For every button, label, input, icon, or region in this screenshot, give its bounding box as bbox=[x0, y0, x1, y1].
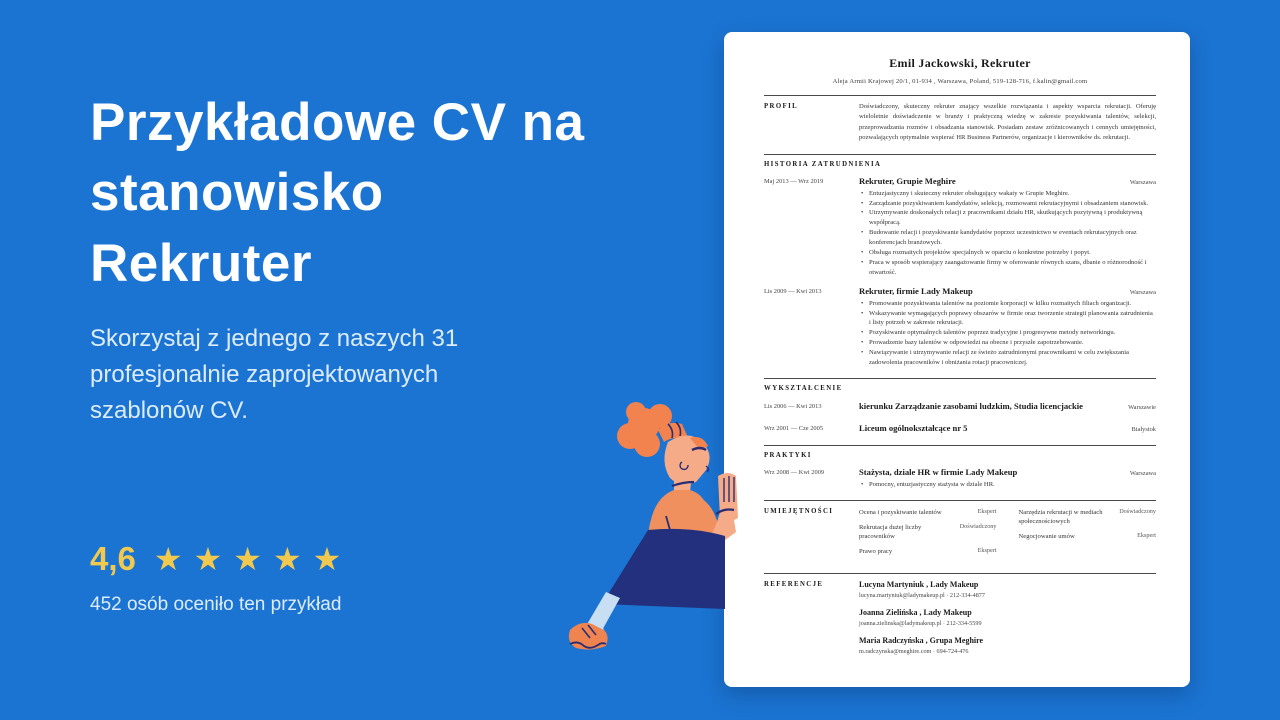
entry-title: Liceum ogólnokształcące nr 5 bbox=[859, 422, 968, 433]
entry-location: Warszawa bbox=[1129, 178, 1156, 186]
bullet-item: • Budowanie relacji i pozyskiwanie kandydatów poprzez uczestnictwo w eventach rekrutacyjnych oraz konferencjach branżowych. bbox=[859, 228, 1156, 248]
employment-entry bbox=[764, 286, 1156, 368]
skirt bbox=[602, 529, 725, 609]
bullet-item: • Pozyskiwanie optymalnych talentów poprzez tradycyjne i progresywne metody networkingu. bbox=[859, 328, 1156, 338]
entry-dates: Maj 2013 — Wrz 2019 bbox=[764, 177, 824, 185]
entry-location: Warszawa bbox=[1129, 288, 1156, 296]
reference-entry bbox=[859, 636, 1156, 655]
page-title-line: Przykładowe CV na bbox=[90, 93, 585, 152]
bullet-item: • Promowanie pozyskiwania talentów na poziomie korporacji w kilku rozmaitych filiach organizacji. bbox=[859, 299, 1156, 309]
reference-name: Joanna Zielińska , Lady Makeup bbox=[859, 607, 972, 617]
cv-contact-line: Aleja Armii Krajowej 20/1, 01-934 , Warszawa, Poland, 519-128-716, f.kalin@gmail.com bbox=[832, 78, 1088, 85]
entry-dates: Wrz 2001 — Cze 2005 bbox=[764, 424, 824, 432]
hero-section bbox=[90, 88, 690, 429]
education-entry bbox=[764, 401, 1156, 411]
cv-section-internship bbox=[764, 445, 1156, 490]
skill-item bbox=[859, 508, 997, 517]
skill-level: Ekspert bbox=[1137, 532, 1156, 540]
entry-location: Warszawie bbox=[1128, 403, 1156, 411]
cv-section-employment bbox=[764, 154, 1156, 368]
section-label: WYKSZTAŁCENIE bbox=[764, 384, 843, 392]
bullet-item: • Obsługa rozmaitych projektów specjalnych w oparciu o konkretne potrzeby i popyt. bbox=[859, 248, 1156, 258]
rating-section bbox=[90, 540, 352, 616]
entry-title: Rekruter, Grupie Meghire bbox=[859, 175, 956, 186]
skill-item bbox=[1019, 508, 1157, 526]
entry-title: kierunku Zarządzanie zasobami ludzkim, Studia licencjackie bbox=[859, 400, 1083, 411]
bullet-item: • Wskazywanie wymagających poprawy obszarów w firmie oraz tworzenie strategii planowania zatrudnienia i listy potrzeb w zakresie rekrutacji. bbox=[859, 309, 1156, 329]
page-title bbox=[90, 88, 690, 299]
reference-entry bbox=[859, 580, 1156, 599]
sneaker bbox=[569, 623, 608, 650]
skill-name: Narzędzia rekrutacji w mediach społecznościowych bbox=[1018, 508, 1103, 525]
star-icons: ★★★★★ bbox=[153, 541, 353, 577]
leg bbox=[586, 592, 620, 634]
reference-name: Lucyna Martyniuk , Lady Makeup bbox=[859, 579, 979, 589]
skill-name: Prawo pracy bbox=[859, 548, 893, 556]
bullet-item: • Prowadzenie bazy talentów w odpowiedzi na obecne i przyszłe zapotrzebowanie. bbox=[859, 338, 1156, 348]
entry-dates: Wrz 2008 — Kwi 2009 bbox=[764, 468, 825, 476]
cv-section-references bbox=[764, 573, 1156, 664]
section-label: PROFIL bbox=[764, 103, 799, 110]
section-label: PRAKTYKI bbox=[764, 451, 812, 459]
bullet-item: • Utrzymywanie doskonałych relacji z pracownikami działu HR, skutkujących pozytywną i produktywną współpracą. bbox=[859, 208, 1156, 228]
cv-section-skills bbox=[764, 500, 1156, 563]
section-label: HISTORIA ZATRUDNIENIA bbox=[764, 160, 882, 168]
entry-dates: Lis 2006 — Kwi 2013 bbox=[764, 402, 822, 410]
reference-entry bbox=[859, 608, 1156, 627]
skills-column bbox=[859, 508, 997, 563]
reference-name: Maria Radczyńska , Grupa Meghire bbox=[859, 635, 984, 645]
reference-contact: lucyna.martyniuk@ladymakeup.pl · 212-334-4877 bbox=[859, 591, 985, 599]
reference-contact: m.radczynska@meghire.com · 694-724-476 bbox=[859, 647, 969, 655]
section-label: REFERENCJE bbox=[764, 580, 824, 588]
cv-section-education bbox=[764, 378, 1156, 433]
skill-level: Ekspert bbox=[977, 507, 997, 515]
entry-title: Stażysta, dziale HR w firmie Lady Makeup bbox=[859, 466, 1018, 477]
profil-text: Doświadczony, skuteczny rekruter znający wszelkie rozwiązania i aspekty wsparcia rekrutacji. Oferuję wieloletnie doświadczenie w branży i praktyczną wiedzę w zakresie pozyskiwania talentów, selekcji, przeprowadzania rozmów i obsadzania stanowisk. Posiadam zestaw zróżnicowanych i cennych umiejętności, pozwalających optymalnie wspierać HR Business Partnerów, organizacje i kierowników ds. rekrutacji. bbox=[859, 103, 1156, 142]
skill-item bbox=[1019, 532, 1157, 541]
entry-dates: Lis 2009 — Kwi 2013 bbox=[764, 287, 822, 295]
skill-level: Doświadczony bbox=[959, 522, 997, 530]
page-title-line: stanowisko bbox=[90, 163, 384, 223]
section-label: UMIEJĘTNOŚCI bbox=[764, 507, 834, 515]
cv-section-profil bbox=[764, 95, 1156, 144]
skill-name: Ocena i pozyskiwanie talentów bbox=[859, 508, 942, 516]
skill-level: Ekspert bbox=[977, 547, 997, 555]
skill-item bbox=[859, 547, 997, 556]
cv-preview-page[interactable] bbox=[724, 32, 1190, 687]
woman-illustration bbox=[540, 390, 740, 690]
skill-item bbox=[859, 523, 997, 541]
neck bbox=[672, 474, 694, 494]
skill-name: Negocjowanie umów bbox=[1018, 533, 1075, 541]
bullet-item: • Entuzjastyczny i skuteczny rekruter obsługujący wakaty w Grupie Meghire. bbox=[859, 189, 1156, 199]
skill-name: Rekrutacja dużej liczby pracowników bbox=[859, 523, 922, 541]
education-entry bbox=[764, 423, 1156, 433]
bullet-item: • Praca w sposób wspierający zaangażowanie firmy w oferowanie równych szans, dbanie o różnorodność i otwartość. bbox=[859, 258, 1156, 278]
head bbox=[664, 435, 709, 484]
bullet-item: • Nawiązywanie i utrzymywanie relacji ze świeżo zatrudnionymi pracownikami w celu zwiększania zadowolenia pracowników i obniżania rotacji pracowniczej. bbox=[859, 348, 1156, 368]
employment-entry bbox=[764, 176, 1156, 278]
reference-contact: joanna.zielinska@ladymakeup.pl · 212-334-5599 bbox=[859, 619, 982, 627]
rating-score: 4,6 bbox=[90, 540, 136, 577]
torso bbox=[648, 490, 722, 542]
entry-location: Białystok bbox=[1131, 425, 1156, 433]
bullet-item: • Zarządzanie pozyskiwaniem kandydatów, selekcją, rozmowami rekrutacyjnymi i obsadzaniem stanowisk. bbox=[859, 199, 1156, 209]
bullet-list bbox=[859, 299, 1156, 368]
bullet-list bbox=[859, 189, 1156, 278]
bullet-list bbox=[859, 480, 1156, 490]
skill-level: Doświadczony bbox=[1119, 507, 1156, 515]
bullet-item: • Pomocny, entuzjastyczny stażysta w dziale HR. bbox=[859, 480, 1156, 490]
internship-entry bbox=[764, 467, 1156, 490]
hero-subtitle: Skorzystaj z jednego z naszych 31 profesjonalnie zaprojektowanych szablonów CV. bbox=[90, 325, 459, 425]
entry-title: Rekruter, firmie Lady Makeup bbox=[859, 285, 973, 296]
page-title-line: Rekruter bbox=[90, 233, 312, 293]
entry-location: Warszawa bbox=[1129, 469, 1156, 477]
cv-name: Emil Jackowski, Rekruter bbox=[889, 56, 1031, 70]
skills-column bbox=[1019, 508, 1157, 563]
rating-count: 452 osób oceniło ten przykład bbox=[90, 594, 342, 615]
